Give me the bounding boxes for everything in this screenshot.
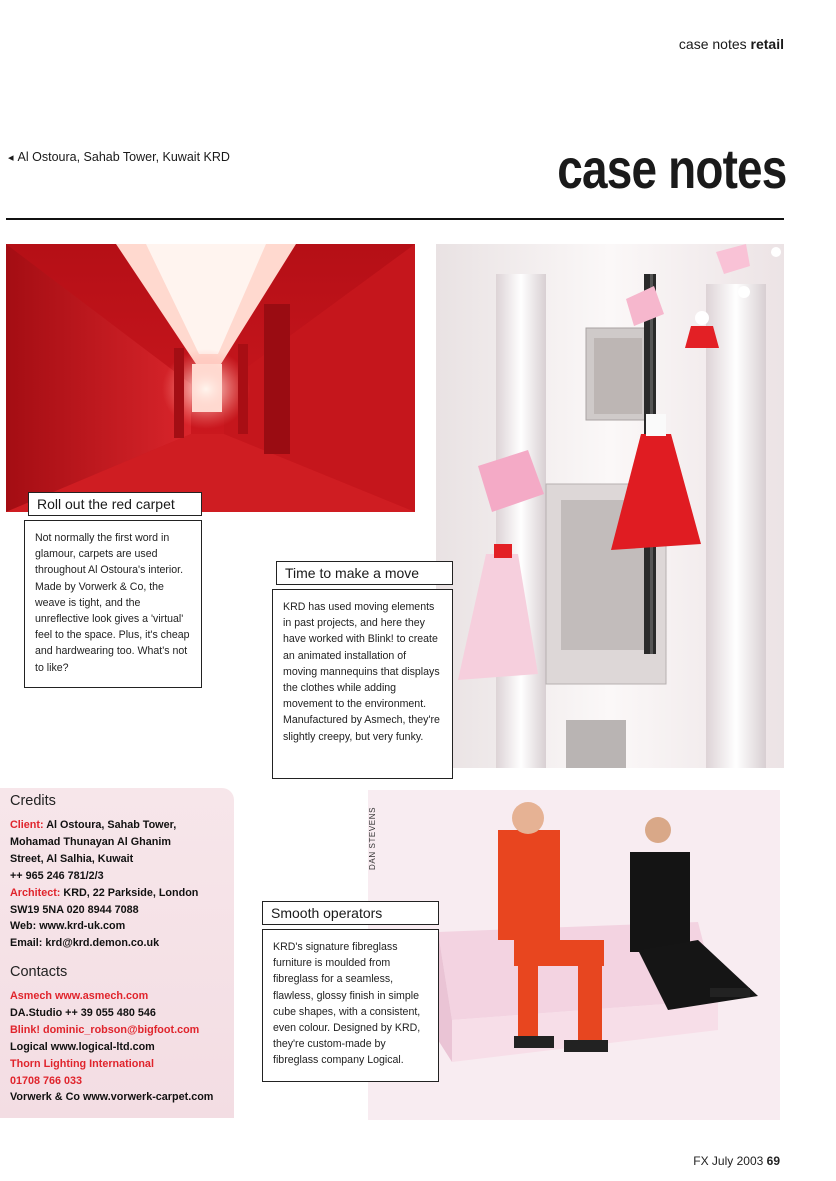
section-label [679,36,784,52]
contact-line: Thorn Lighting International [10,1057,154,1070]
contact-line: Blink! dominic_robson@bigfoot.com [10,1023,200,1036]
architect-line: KRD, 22 Parkside, London [63,886,199,899]
issue-label: FX July 2003 [693,1154,764,1168]
make-a-move-text: KRD has used moving elements in past projects, and here they have worked with Blink! to create an animated installation of moving mannequins that displays the clothes while adding movement to the environment. Manufactured by Asmech, they're slightly creepy, but very funky. [272,589,453,779]
contacts-heading: Contacts [10,964,68,980]
atrium-photo [436,244,784,768]
architect-label: Architect: [10,886,61,899]
credits-heading: Credits [10,793,56,809]
page-number: 69 [766,1154,780,1168]
atrium-illustration [436,244,784,768]
client-line: Al Ostoura, Sahab Tower, [46,819,177,831]
photo-credit: DAN STEVENS [368,806,377,870]
client-line: Street, Al Salhia, Kuwait [10,852,134,865]
smooth-operators-heading: Smooth operators [262,901,439,925]
client-line: Mohamad Thunayan Al Ghanim [10,835,171,848]
title-rule [6,218,784,220]
architect-line: SW19 5NA 020 8944 7088 [10,903,139,916]
corridor-photo [6,244,415,512]
email-line: Email: krd@krd.demon.co.uk [10,937,160,950]
section-label-bold: retail [750,36,784,52]
page-title: case notes [556,137,786,200]
credit-architect-line [10,885,198,902]
contact-line: DA.Studio ++ 39 055 480 546 [10,1006,156,1019]
credit-client-line [10,817,198,834]
contact-line: 01708 766 033 [10,1074,83,1087]
page-footer [693,1154,780,1168]
contact-line: Logical www.logical-ltd.com [10,1040,155,1053]
web-line: Web: www.krd-uk.com [10,920,126,933]
section-label-text: case notes [678,36,747,52]
red-carpet-text: Not normally the first word in glamour, carpets are used throughout Al Ostoura's interior. Made by Vorwerk & Co, the weave is tight, and the unreflective look gives a 'virtual' feel to the space. Plus, it's cheap and hardwearing too. What's not to like? [24,520,202,688]
credits-list [10,817,198,952]
corridor-illustration [6,244,415,512]
contact-line: Vorwerk & Co www.vorwerk-carpet.com [10,1091,214,1104]
contact-line: Asmech www.asmech.com [10,990,149,1002]
smooth-operators-text: KRD's signature fibreglass furniture is moulded from fibreglass for a seamless, flawless, glossy finish in simple cube shapes, with a consistent, even colour. Designed by KRD, they're custom-made by fibreglass company Logical. [262,929,439,1082]
client-label: Client: [10,819,44,831]
red-carpet-heading: Roll out the red carpet [28,492,202,516]
contacts-list [10,988,213,1106]
client-line: ++ 965 246 781/2/3 [10,869,104,882]
make-a-move-heading: Time to make a move [276,561,453,585]
location-breadcrumb: ◂ Al Ostoura, Sahab Tower, Kuwait KRD [8,150,230,164]
